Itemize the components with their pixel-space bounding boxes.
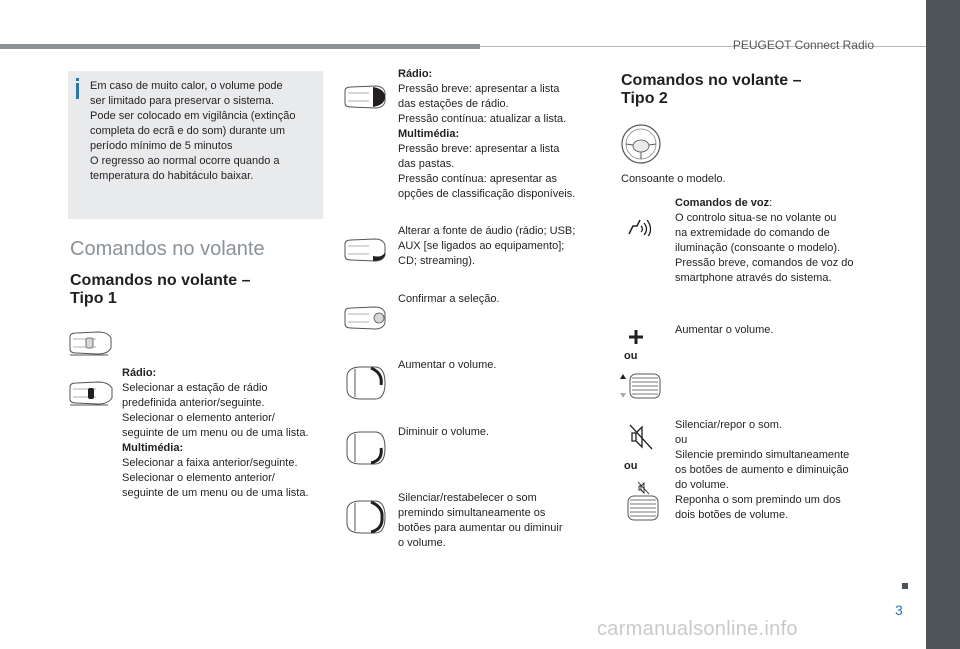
voice-heading: [675, 196, 854, 211]
mute-speaker-icon: [628, 423, 654, 451]
item-line: dois botões de volume.: [675, 509, 789, 521]
steering-stalk-icon: [68, 329, 114, 357]
header-title: PEUGEOT Connect Radio: [732, 38, 874, 52]
type2-title: [621, 72, 801, 108]
item-line: smartphone através do sistema.: [675, 272, 832, 284]
voice-label: Comandos de voz: [675, 197, 770, 209]
item-line: Aumentar o volume.: [398, 359, 497, 371]
item-line: Selecionar a estação de rádio: [122, 382, 268, 394]
steering-stalk-rotary-icon: [68, 379, 116, 407]
info-icon: [76, 83, 79, 99]
mute-stalk-icon: [345, 497, 387, 537]
item-line: opções de classificação disponíveis.: [398, 188, 576, 200]
item-line: Pressão breve: apresentar a lista: [398, 143, 560, 155]
mute-item: [398, 491, 562, 551]
item-heading: Rádio:: [398, 68, 433, 80]
item-line: do volume.: [675, 479, 729, 491]
source-item: [398, 224, 575, 269]
page-number: 3: [895, 602, 903, 618]
item-line: O controlo situa-se no volante ou: [675, 212, 837, 224]
item-line: premindo simultaneamente os: [398, 507, 546, 519]
type2-volume-up: Aumentar o volume.: [675, 324, 774, 336]
note-line: Em caso de muito calor, o volume pode: [90, 80, 283, 92]
info-note: [68, 71, 323, 219]
type2-title-line2: Tipo 2: [621, 90, 668, 107]
or-label: ou: [624, 460, 638, 472]
item-line: Silenciar/repor o som.: [675, 419, 782, 431]
steering-wheel-icon: [620, 123, 662, 165]
voice-item: [675, 196, 854, 286]
section-title: Comandos no volante: [70, 238, 265, 260]
item-line: Selecionar o elemento anterior/: [122, 472, 275, 484]
type2-title-line1: Comandos no volante –: [621, 72, 802, 89]
note-line: completa do ecrã e do som) durante um: [90, 125, 286, 137]
volume-roller-up-icon: [620, 372, 664, 400]
header-rule: [0, 44, 480, 49]
item-line: os botões de aumento e diminuição: [675, 464, 849, 476]
item-line: o volume.: [398, 537, 446, 549]
note-line: ser limitado para preservar o sistema.: [90, 95, 275, 107]
item-line: Pressão breve: apresentar a lista: [398, 83, 560, 95]
stalk-source-button-icon: [343, 236, 387, 264]
voice-label-suffix: :: [769, 197, 773, 209]
type1-title: [70, 272, 250, 308]
item-line: das estações de rádio.: [398, 98, 509, 110]
item-line: seguinte de um menu ou de uma lista.: [122, 487, 309, 499]
type1-item: [122, 366, 309, 501]
volume-roller-icon: [627, 494, 659, 522]
item-line: Silencie premindo simultaneamente: [675, 449, 850, 461]
item-line: Pressão breve, comandos de voz do: [675, 257, 854, 269]
item-heading: Multimédia:: [398, 128, 460, 140]
type1-title-line1: Comandos no volante –: [70, 272, 251, 289]
voice-command-icon: [625, 212, 655, 236]
volume-up-stalk-icon: [345, 363, 387, 403]
item-line: botões para aumentar ou diminuir: [398, 522, 563, 534]
item-line: CD; streaming).: [398, 255, 476, 267]
item-heading: Multimédia:: [122, 442, 184, 454]
confirm-item: [398, 292, 500, 307]
item-heading: Rádio:: [122, 367, 157, 379]
info-icon-dot: [76, 78, 79, 81]
page-edge-tab: [926, 0, 960, 649]
item-line: iluminação (consoante o modelo).: [675, 242, 841, 254]
type1-title-line2: Tipo 1: [70, 290, 117, 307]
volume-down-stalk-icon: [345, 428, 387, 468]
item-line: das pastas.: [398, 158, 455, 170]
note-line: período mínimo de 5 minutos: [90, 140, 233, 152]
note-line: Pode ser colocado em vigilância (extinção: [90, 110, 296, 122]
stalk-confirm-button-icon: [343, 304, 387, 332]
item-line: Selecionar a faixa anterior/seguinte.: [122, 457, 298, 469]
mute-small-icon: [637, 481, 651, 495]
item-line: Alterar a fonte de áudio (rádio; USB;: [398, 225, 576, 237]
watermark: carmanualsonline.info: [597, 618, 798, 640]
plus-icon: [628, 329, 644, 345]
item-line: Confirmar a seleção.: [398, 293, 500, 305]
volume-down-item: [398, 425, 489, 440]
middle-item-list: [398, 67, 575, 202]
item-line: na extremidade do comando de: [675, 227, 830, 239]
item-line: Pressão contínua: apresentar as: [398, 173, 557, 185]
volume-up-item: [398, 358, 496, 373]
item-line: ou: [675, 434, 688, 446]
note-line: temperatura do habitáculo baixar.: [90, 170, 254, 182]
item-line: AUX [se ligados ao equipamento];: [398, 240, 565, 252]
continue-marker: [902, 583, 908, 589]
type2-mute-item: [675, 418, 849, 523]
item-line: predefinida anterior/seguinte.: [122, 397, 265, 409]
stalk-end-button-icon: [343, 83, 387, 111]
item-line: Diminuir o volume.: [398, 426, 490, 438]
item-line: Selecionar o elemento anterior/: [122, 412, 275, 424]
item-line: seguinte de um menu ou de uma lista.: [122, 427, 309, 439]
item-line: Reponha o som premindo um dos: [675, 494, 841, 506]
type2-intro: Consoante o modelo.: [621, 173, 726, 185]
note-line: O regresso ao normal ocorre quando a: [90, 155, 280, 167]
item-line: Silenciar/restabelecer o som: [398, 492, 537, 504]
item-line: Pressão contínua: atualizar a lista.: [398, 113, 567, 125]
or-label: ou: [624, 350, 638, 362]
